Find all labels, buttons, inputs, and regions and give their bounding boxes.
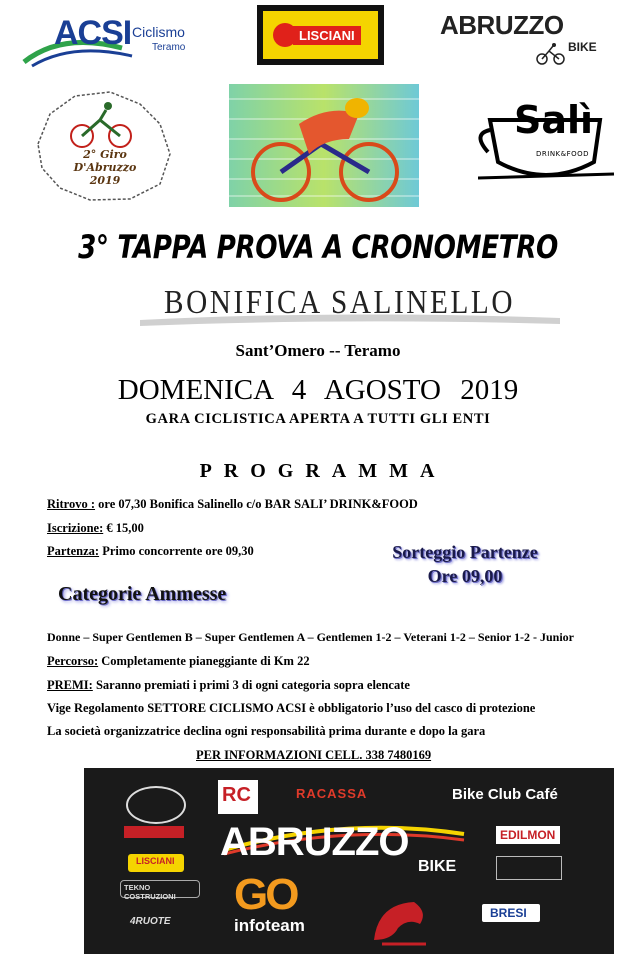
sali-sub: DRINK&FOOD xyxy=(536,150,590,158)
infoteam-sponsor: infoteam xyxy=(234,916,305,935)
racassa-sponsor: RACASSA xyxy=(296,786,368,801)
premi-value: Saranno premiati i primi 3 di ogni categoria sopra elencate xyxy=(92,678,410,692)
responsabilita-line xyxy=(47,724,485,739)
percorso-line xyxy=(47,654,310,669)
regolamento-line xyxy=(47,701,535,716)
abruzzo-word: ABRUZZO xyxy=(440,10,564,40)
premi-label: PREMI: xyxy=(47,678,93,692)
ritrovo-value: ore 07,30 Bonifica Salinello c/o BAR SALI’ DRINK&FOOD xyxy=(95,497,418,511)
abruzzo-bike-sponsor: BIKE xyxy=(418,858,457,875)
giro-line3: 2019 xyxy=(89,174,121,187)
partenza-label: Partenza: xyxy=(47,544,100,558)
info-text: PER INFORMAZIONI CELL. 338 7480169 xyxy=(196,748,432,762)
bike-club-sponsor: Bike Club Café xyxy=(452,786,558,803)
premi-line xyxy=(47,678,410,693)
dragon-logo-icon xyxy=(368,894,434,950)
ritrovo-line xyxy=(47,497,418,512)
edilmon-sponsor-label: EDILMON xyxy=(500,828,556,842)
categorie-list-text: Donne – Super Gentlemen B – Super Gentlemen A – Gentlemen 1-2 – Veterani 1-2 – Senior 1-2 - Junior xyxy=(47,630,574,644)
abruzzo-sponsor: ABRUZZO xyxy=(220,820,409,864)
partenza-value: Primo concorrente ore 09,30 xyxy=(99,544,254,558)
sorteggio-line2: Ore 09,00 xyxy=(427,566,503,586)
edilmon-sponsor xyxy=(496,826,560,844)
lisciani-word: LISCIANI xyxy=(293,26,361,45)
location-title: BONIFICA SALINELLO xyxy=(164,284,516,321)
giro-line1: 2° Giro xyxy=(83,148,127,161)
quattroruote-sponsor: 4RUOTE xyxy=(130,916,171,927)
place-subtitle: Sant’Omero -- Teramo xyxy=(235,341,401,360)
responsabilita-text: La società organizzatrice declina ogni responsabilità prima durante e dopo la gara xyxy=(47,724,486,738)
programma-heading: PROGRAMMA xyxy=(199,460,447,482)
percorso-label: Percorso: xyxy=(47,654,99,668)
ritrovo-label: Ritrovo : xyxy=(47,497,96,511)
go-sponsor: GO xyxy=(234,870,297,919)
acsi-logo xyxy=(22,10,202,70)
sorteggio-line1: Sorteggio Partenze xyxy=(392,542,538,562)
race-date: DOMENICA 4 AGOSTO 2019 xyxy=(117,374,519,406)
giro-line2: D'Abruzzo xyxy=(73,161,137,174)
rc-sponsor xyxy=(218,780,258,814)
sali-logo xyxy=(478,90,618,190)
categorie-list xyxy=(47,630,574,645)
acsi-teramo: Teramo xyxy=(152,42,186,53)
time-trial-cyclist-image xyxy=(229,84,419,207)
vallorani-logo-icon xyxy=(496,856,562,880)
abruzzo-bike-word: BIKE xyxy=(568,40,597,54)
iscrizione-line xyxy=(47,521,144,536)
iscrizione-label: Iscrizione: xyxy=(47,521,104,535)
sali-name: Salì xyxy=(514,98,594,142)
omega-logo-icon xyxy=(126,786,186,824)
location-title-wrap xyxy=(140,284,560,330)
stage-title: 3° TAPPA PROVA A CRONOMETRO xyxy=(78,228,558,266)
partenza-line xyxy=(47,544,254,559)
acsi-ciclismo: Ciclismo xyxy=(132,24,185,40)
iscrizione-value: € 15,00 xyxy=(103,521,144,535)
abruzzo-bike-logo xyxy=(440,10,610,70)
cyclist-icon xyxy=(536,42,566,66)
lisciani-sponsor-label: LISCIANI xyxy=(136,856,175,866)
race-type: GARA CICLISTICA APERTA A TUTTI GLI ENTI xyxy=(145,411,491,427)
giro-abruzzo-logo xyxy=(20,84,190,204)
percorso-value: Completamente pianeggiante di Km 22 xyxy=(98,654,310,668)
cyclist-photo xyxy=(229,84,419,207)
sponsor-band xyxy=(84,768,614,954)
acsi-word: ACSI xyxy=(54,14,132,52)
bresi-sponsor xyxy=(482,904,540,922)
sponsor-stripe-icon xyxy=(124,826,184,838)
info-line xyxy=(196,748,431,763)
tekno-sponsor xyxy=(120,880,200,901)
rc-sponsor-label: RC xyxy=(222,784,251,806)
lisciani-logo xyxy=(257,5,384,65)
regolamento-text: Vige Regolamento SETTORE CICLISMO ACSI è obbligatorio l’uso del casco di protezione xyxy=(47,701,536,715)
sorteggio-box xyxy=(360,540,570,588)
tekno-sponsor-label: TEKNO COSTRUZIONI xyxy=(124,883,176,901)
categorie-heading: Categorie Ammesse xyxy=(58,583,227,605)
lisciani-sponsor xyxy=(128,854,184,872)
bresi-sponsor-label: BRESI xyxy=(490,906,527,920)
